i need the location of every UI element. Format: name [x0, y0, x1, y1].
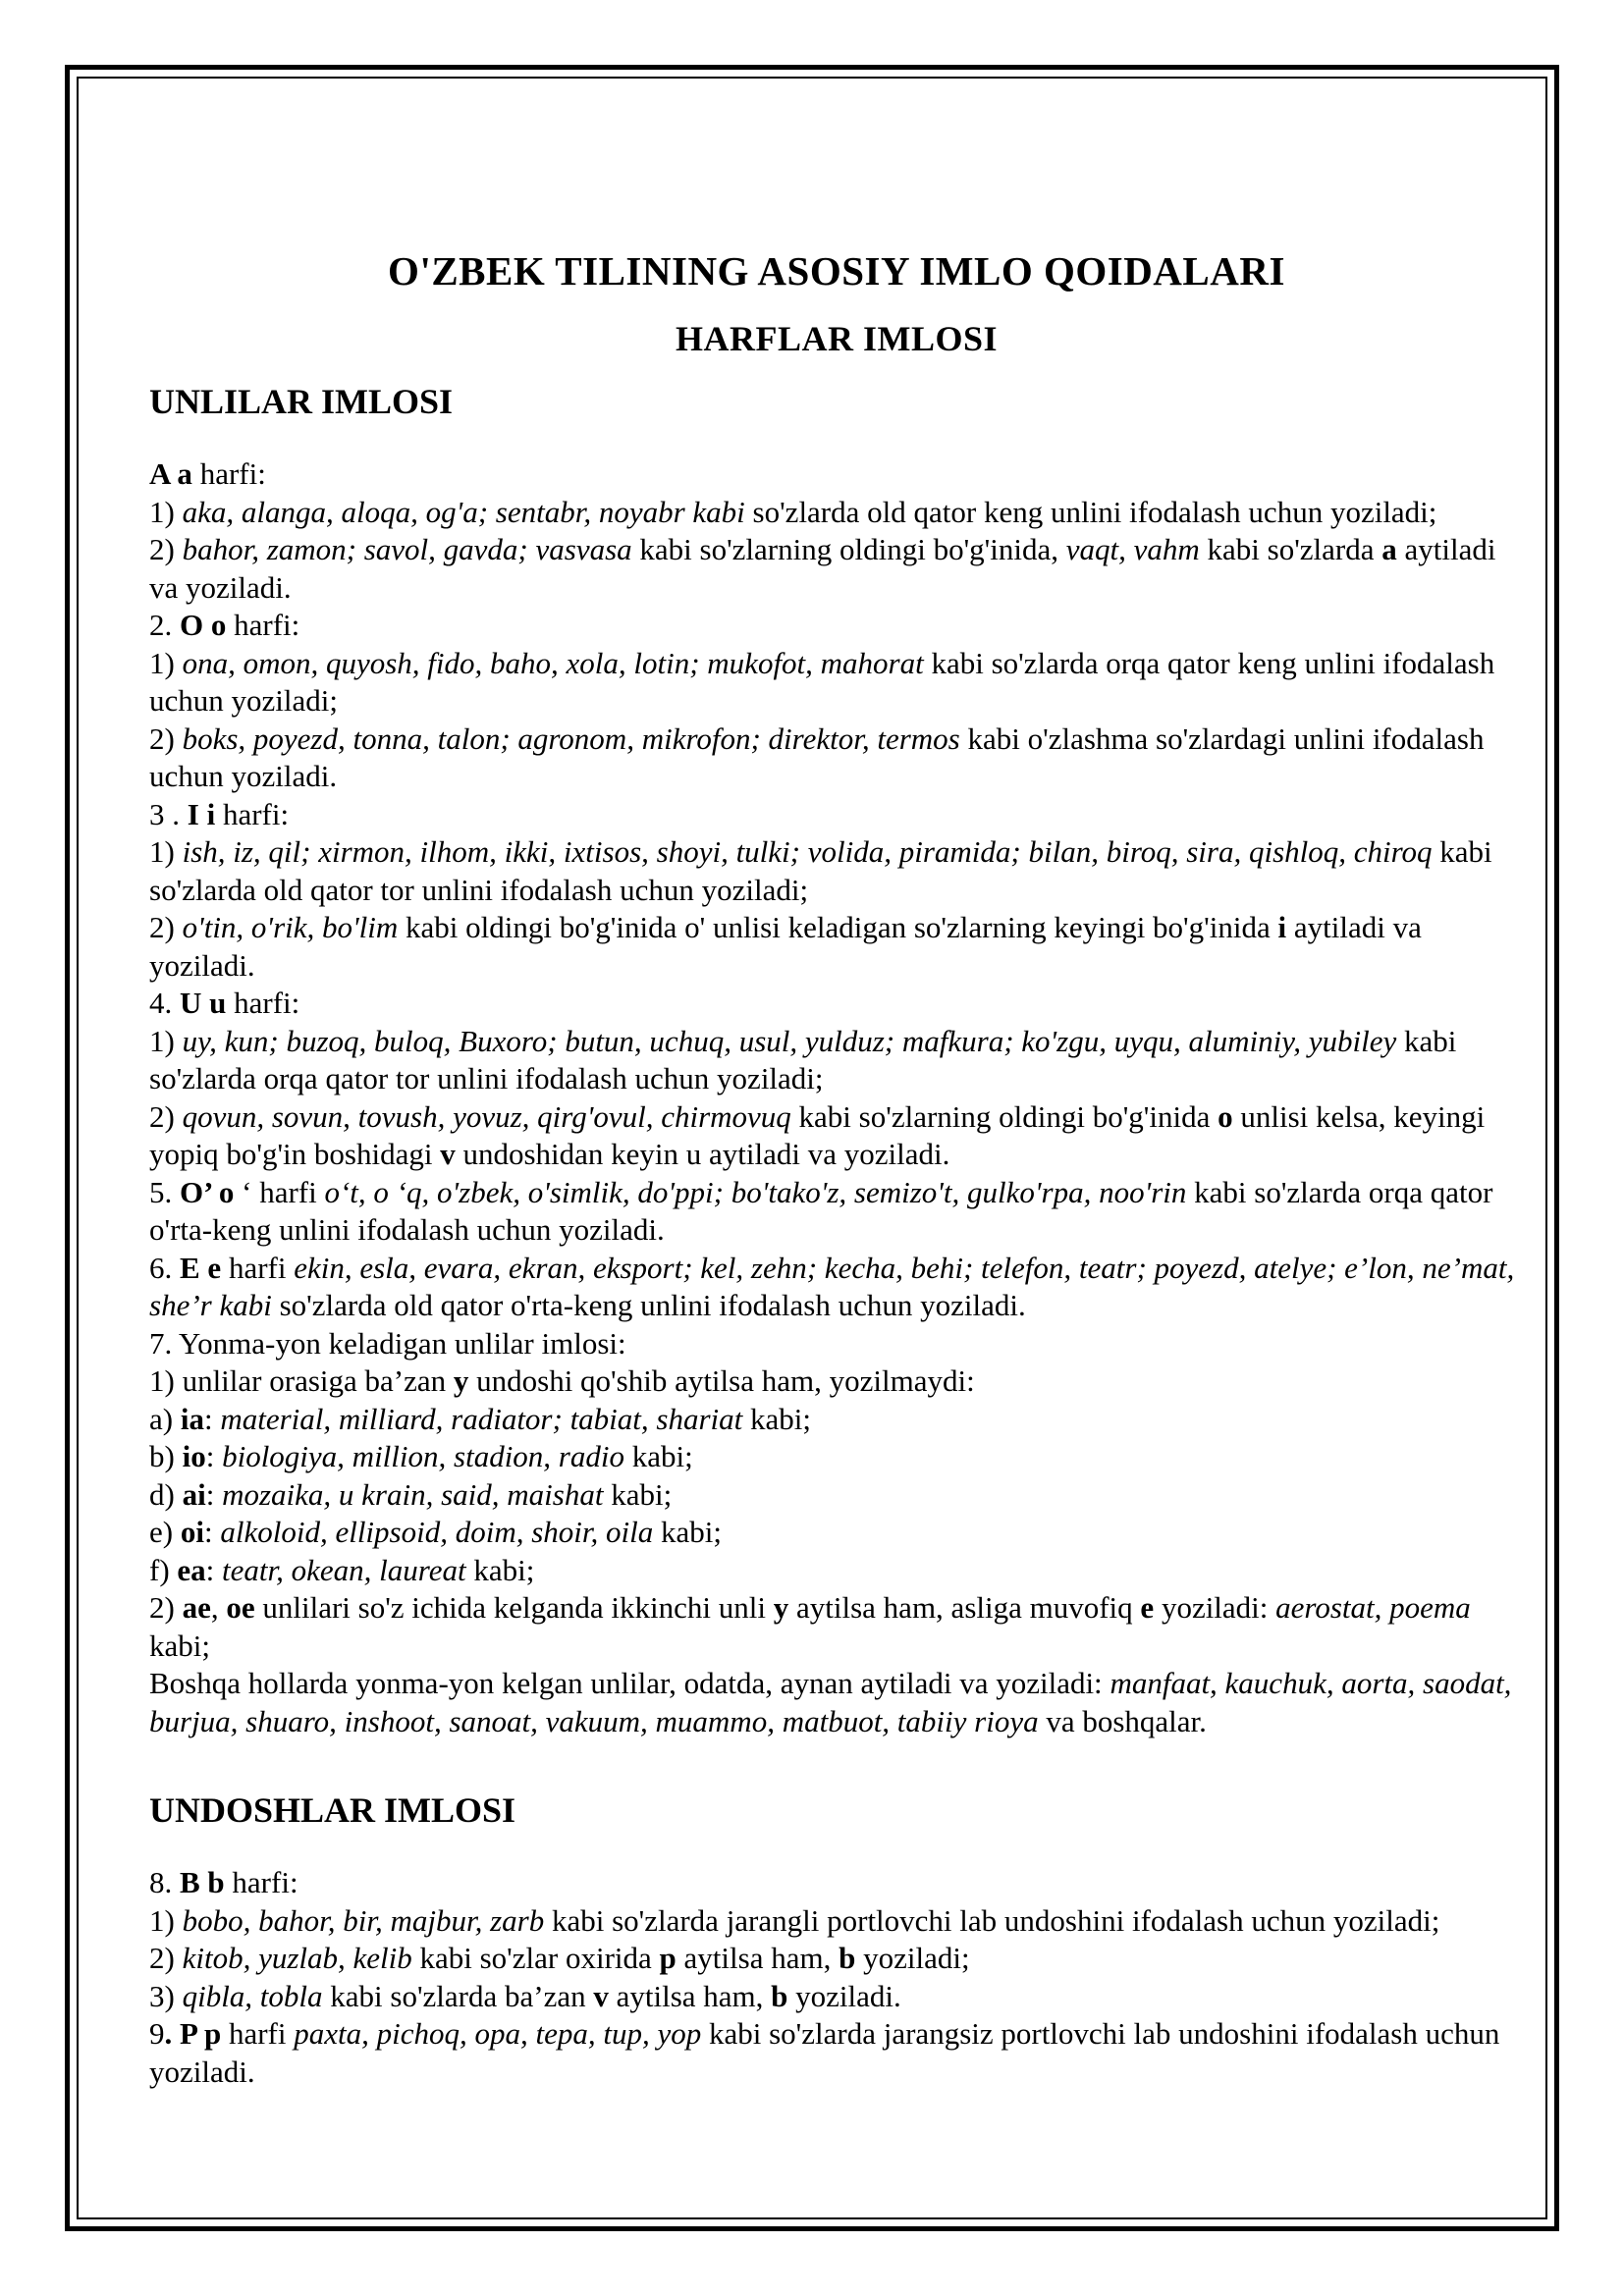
- paragraph: [149, 1902, 1524, 1941]
- text-run: yoziladi;: [855, 1941, 970, 1975]
- text-run: 1): [149, 834, 183, 869]
- italic-text: qibla, tobla: [182, 1978, 323, 2013]
- text-run: 3): [149, 1978, 183, 2013]
- paragraph: [149, 1940, 1524, 1978]
- text-run: aytilsa ham,: [676, 1941, 839, 1975]
- text-run: 4.: [149, 986, 180, 1020]
- paragraph: [149, 721, 1524, 796]
- italic-text: kitob, yuzlab, kelib: [182, 1941, 412, 1975]
- text-run: 2): [149, 532, 183, 566]
- text-run: Boshqa hollarda yonma-yon kelgan unlilar, odatda, aynan aytiladi va yoziladi:: [149, 1666, 1110, 1700]
- text-run: harfi:: [191, 456, 266, 491]
- paragraph: [149, 1514, 1524, 1552]
- text-run: 2): [149, 1590, 183, 1625]
- paragraph: [149, 607, 1524, 645]
- text-run: kabi so'zlarda jarangsiz portlovchi lab undoshini ifodalash uchun yoziladi.: [149, 2016, 1500, 2089]
- text-run: kabi so'zlarda orqa qator o'rta-keng unlini ifodalash uchun yoziladi.: [149, 1174, 1493, 1247]
- text-run: unlilari so'z ichida kelganda ikkinchi unli: [254, 1590, 774, 1625]
- text-run: e): [149, 1515, 181, 1549]
- text-run: 1): [149, 1023, 183, 1058]
- italic-text: mozaika, u krain, said, maishat: [222, 1476, 604, 1512]
- text-run: 6.: [149, 1250, 180, 1285]
- italic-text: boks, poyezd, tonna, talon; agronom, mikrofon; direktor, termos: [182, 721, 960, 756]
- italic-text: vaqt, vahm: [1065, 532, 1200, 566]
- bold-text: B b: [180, 1865, 225, 1899]
- bold-text: O o: [180, 608, 227, 642]
- paragraph: [149, 1250, 1524, 1325]
- text-run: 2): [149, 1941, 183, 1975]
- bold-text: ai: [182, 1476, 206, 1512]
- bold-text: o: [1218, 1098, 1233, 1134]
- italic-text: qovun, sovun, tovush, yovuz, qirg'ovul, chirmovuq: [182, 1098, 791, 1134]
- text-run: :: [203, 1401, 221, 1436]
- text-run: undoshi qo'shib aytilsa ham, yozilmaydi:: [468, 1363, 975, 1398]
- paragraph: [149, 1665, 1524, 1740]
- text-run: 2): [149, 910, 183, 944]
- bold-text: b: [771, 1978, 788, 2013]
- text-run: 1): [149, 494, 183, 529]
- italic-text: ish, iz, qil; xirmon, ilhom, ikki, ixtisos, shoyi, tulki; volida, piramida; bilan, biroq, sira, qishloq, chiroq: [182, 834, 1433, 869]
- document-body: [149, 226, 1524, 2091]
- bold-text: O’ o: [180, 1174, 235, 1209]
- paragraph: [149, 455, 1524, 494]
- bold-text: y: [453, 1363, 469, 1398]
- text-run: aytilsa ham, asliga muvofiq: [788, 1590, 1141, 1625]
- italic-text: ona, omon, quyosh, fido, baho, xola, lotin; mukofot, mahorat: [182, 645, 924, 680]
- text-run: b): [149, 1439, 183, 1473]
- italic-text: aerostat, poema: [1275, 1590, 1471, 1625]
- text-run: harfi:: [226, 608, 300, 642]
- paragraph: [149, 985, 1524, 1023]
- paragraph: [149, 1362, 1524, 1401]
- paragraph: [149, 1978, 1524, 2016]
- text-run: :: [205, 1476, 223, 1512]
- paragraph: [149, 645, 1524, 721]
- text-run: :: [205, 1439, 223, 1473]
- text-run: kabi;: [149, 1628, 210, 1663]
- text-run: undoshidan keyin u aytiladi va yoziladi.: [455, 1137, 950, 1171]
- paragraph: [149, 1023, 1524, 1098]
- text-run: 9: [149, 2016, 165, 2051]
- text-run: a): [149, 1401, 181, 1436]
- paragraph: [149, 1476, 1524, 1515]
- document-title: O'ZBEK TILINING ASOSIY IMLO QOIDALARI: [388, 248, 1285, 294]
- paragraph: [149, 1098, 1524, 1174]
- text-run: kabi so'zlar oxirida: [411, 1941, 660, 1975]
- italic-text: biologiya, million, stadion, radio: [222, 1439, 624, 1473]
- text-run: kabi so'zlarda orqa qator tor unlini ifodalash uchun yoziladi;: [149, 1023, 1457, 1095]
- text-run: yoziladi.: [787, 1978, 901, 2013]
- text-run: kabi o'zlashma so'zlardagi unlini ifodalash uchun yoziladi.: [149, 721, 1485, 793]
- text-run: harfi: [221, 2016, 295, 2051]
- italic-text: alkoloid, ellipsoid, doim, shoir, oila: [220, 1515, 654, 1549]
- text-run: so'zlarda old qator o'rta-keng unlini ifodalash uchun yoziladi.: [271, 1288, 1026, 1322]
- text-run: ,: [210, 1590, 227, 1625]
- text-run: harfi:: [226, 986, 300, 1020]
- italic-text: teatr, okean, laureat: [222, 1552, 466, 1587]
- bold-text: oi: [180, 1515, 204, 1549]
- italic-text: manfaat, kauchuk, aorta, saodat, burjua, shuaro, inshoot, sanoat, vakuum, muammo, matbuot, tabiiy rioya: [149, 1666, 1512, 1738]
- bold-text: p: [659, 1941, 677, 1975]
- bold-text: oe: [226, 1590, 255, 1625]
- text-run: f): [149, 1552, 178, 1587]
- text-run: kabi so'zlarning oldingi bo'g'inida,: [631, 532, 1066, 566]
- bold-text: i: [1277, 910, 1287, 944]
- bold-text: y: [773, 1590, 789, 1625]
- bold-text: e: [1140, 1590, 1155, 1625]
- paragraph: [149, 2015, 1524, 2091]
- bold-text: ea: [177, 1552, 206, 1587]
- paragraph: [149, 1174, 1524, 1250]
- text-run: :: [203, 1515, 221, 1549]
- bold-text: E e: [180, 1250, 222, 1285]
- italic-text: material, milliard, radiator; tabiat, shariat: [220, 1401, 743, 1436]
- paragraph: [149, 1438, 1524, 1476]
- italic-text: aka, alanga, aloqa, og'a; sentabr, noyabr kabi: [182, 494, 745, 529]
- text-run: kabi;: [623, 1439, 693, 1473]
- italic-text: ekin, esla, evara, ekran, eksport; kel, zehn; kecha, behi; telefon, teatr; poyezd, atelye; e’lon, ne’mat, she’r kabi: [149, 1250, 1515, 1322]
- text-run: kabi so'zlarda old qator tor unlini ifodalash uchun yoziladi;: [149, 834, 1492, 907]
- text-run: 8.: [149, 1865, 180, 1899]
- text-run: kabi so'zlarning oldingi bo'g'inida: [790, 1098, 1218, 1134]
- bold-text: ia: [180, 1401, 204, 1436]
- text-run: harfi:: [215, 796, 290, 831]
- italic-text: paxta, pichoq, opa, tepa, tup, yop: [294, 2016, 702, 2051]
- text-run: 1): [149, 645, 183, 680]
- text-run: kabi so'zlarda ba’zan: [322, 1978, 594, 2013]
- bold-text: I i: [187, 796, 216, 831]
- bold-text: v: [440, 1137, 456, 1171]
- text-run: kabi so'zlarda jarangli portlovchi lab undoshini ifodalash uchun yoziladi;: [544, 1902, 1440, 1938]
- text-run: d): [149, 1476, 183, 1512]
- text-run: kabi;: [465, 1552, 535, 1587]
- bold-text: U u: [180, 986, 227, 1020]
- text-run: kabi;: [653, 1515, 722, 1549]
- text-run: va boshqalar.: [1038, 1703, 1207, 1738]
- text-run: harfi: [221, 1250, 295, 1285]
- text-run: kabi so'zlarda orqa qator keng unlini ifodalash uchun yoziladi;: [149, 645, 1495, 718]
- italic-text: o'tin, o'rik, bo'lim: [182, 910, 399, 944]
- text-run: ‘ harfi: [234, 1174, 325, 1209]
- paragraph: [149, 909, 1524, 985]
- text-run: 1) unlilar orasiga ba’zan: [149, 1363, 454, 1398]
- italic-text: uy, kun; buzoq, buloq, Buxoro; butun, uchuq, usul, yulduz; mafkura; ko'zgu, uyqu, aluminiy, yubiley: [182, 1023, 1397, 1058]
- text-run: 5.: [149, 1174, 180, 1209]
- paragraph: [149, 531, 1524, 607]
- text-run: so'zlarda old qator keng unlini ifodalash uchun yoziladi;: [744, 494, 1437, 529]
- bold-text: v: [593, 1978, 609, 2013]
- paragraph: [149, 1325, 1524, 1363]
- italic-text: o‘t, o ‘q, o'zbek, o'simlik, do'ppi; bo'tako'z, semizo't, gulko'rpa, noo'rin: [324, 1174, 1187, 1209]
- section-heading: UNDOSHLAR IMLOSI: [149, 1790, 516, 1830]
- paragraph: [149, 494, 1524, 532]
- text-run: unlisi kelsa, keyingi yopiq bo'g'in boshidagi: [149, 1098, 1486, 1171]
- paragraph: [149, 1552, 1524, 1590]
- text-run: 2): [149, 1098, 183, 1134]
- section-heading: UNLILAR IMLOSI: [149, 382, 454, 421]
- bold-text: a: [1381, 532, 1397, 566]
- text-run: harfi:: [224, 1865, 298, 1899]
- text-run: 1): [149, 1902, 183, 1938]
- paragraph: [149, 833, 1524, 909]
- text-run: kabi so'zlarda: [1199, 532, 1382, 566]
- text-run: aytilsa ham,: [608, 1978, 772, 2013]
- document-subtitle: HARFLAR IMLOSI: [675, 319, 999, 358]
- bold-text: io: [182, 1439, 206, 1473]
- text-run: kabi;: [603, 1476, 673, 1512]
- bold-text: A a: [149, 456, 192, 491]
- text-run: aytiladi va yoziladi.: [149, 910, 1422, 983]
- paragraph: [149, 1864, 1524, 1902]
- text-run: yoziladi:: [1154, 1590, 1276, 1625]
- text-run: aytiladi va yoziladi.: [149, 532, 1496, 605]
- text-run: :: [205, 1552, 223, 1587]
- text-run: kabi oldingi bo'g'inida o' unlisi keladigan so'zlarning keyingi bo'g'inida: [398, 910, 1278, 944]
- paragraph: [149, 1401, 1524, 1439]
- bold-text: b: [839, 1941, 856, 1975]
- bold-text: . P p: [164, 2016, 222, 2051]
- text-run: 7. Yonma-yon keladigan unlilar imlosi:: [149, 1325, 626, 1361]
- text-run: 2): [149, 721, 183, 756]
- paragraph: [149, 796, 1524, 834]
- italic-text: bahor, zamon; savol, gavda; vasvasa: [182, 532, 632, 566]
- text-run: 3 .: [149, 796, 188, 831]
- sections-container: [149, 377, 1524, 2091]
- paragraph: [149, 1589, 1524, 1665]
- text-run: kabi;: [742, 1401, 812, 1436]
- bold-text: ae: [182, 1590, 211, 1625]
- italic-text: bobo, bahor, bir, majbur, zarb: [182, 1902, 545, 1938]
- text-run: 2.: [149, 608, 180, 642]
